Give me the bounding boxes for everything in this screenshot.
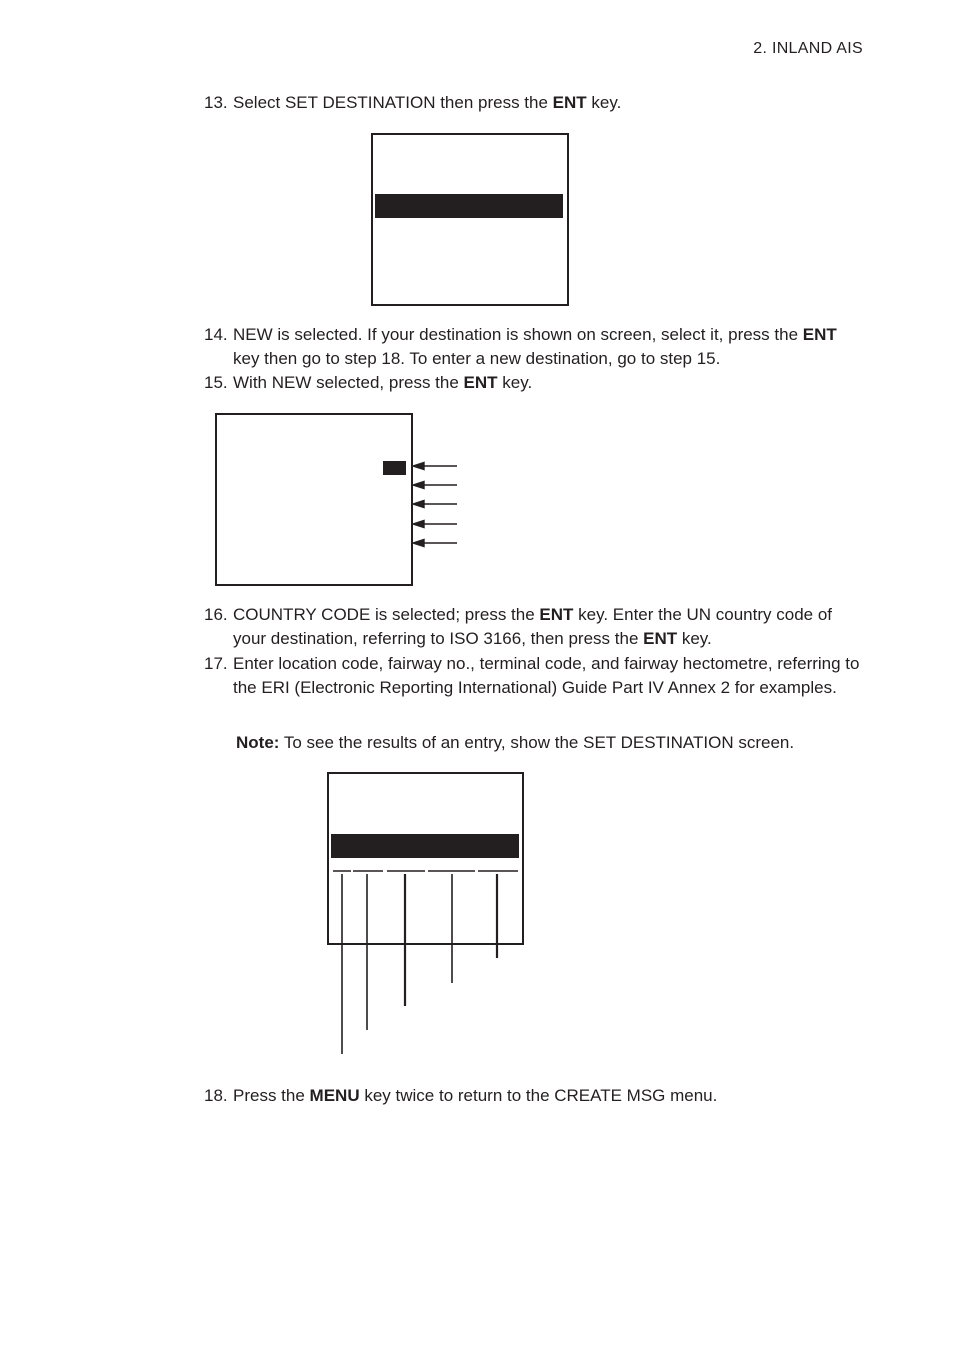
selection-highlight [375, 194, 563, 218]
note-text: To see the results of an entry, show the SET DESTINATION screen. [279, 733, 795, 752]
step-number: 17. [204, 654, 228, 673]
text-run: With NEW selected, press the [233, 373, 464, 392]
step-18 [204, 1084, 864, 1108]
text-run: Enter location code, fairway no., terminal code, and fairway hectometre, referring to the ERI (Electronic Reporting International) Guide Part IV Annex 2 for examples. [233, 654, 860, 697]
step-number: 16. [204, 605, 228, 624]
field-pointer-arrows [410, 458, 462, 550]
step-text [233, 323, 864, 371]
step-16 [204, 603, 864, 651]
key-name: ENT [802, 325, 837, 344]
text-run: NEW is selected. If your destination is shown on screen, select it, press the [233, 325, 803, 344]
text-run: key. Enter the UN country code of your destination, referring to ISO 3166, then press the [233, 605, 833, 648]
lcd-screen-create-msg [371, 133, 569, 306]
text-run: key. [497, 373, 533, 392]
step-text [233, 371, 864, 395]
key-name: ENT [552, 93, 587, 112]
text-run: COUNTRY CODE is selected; press the [233, 605, 540, 624]
step-number: 13. [204, 93, 228, 112]
lcd-screen-destination-entry [215, 413, 413, 586]
step-15 [204, 371, 864, 395]
text-run: key. [586, 93, 622, 112]
step-number: 15. [204, 373, 228, 392]
destination-highlight [331, 834, 519, 858]
step-17 [204, 652, 864, 700]
arrow-head-1 [413, 463, 424, 470]
step-14 [204, 323, 864, 371]
step-text [233, 603, 864, 651]
key-name: ENT [643, 629, 678, 648]
note [236, 731, 876, 755]
arrow-head-4 [413, 521, 424, 528]
step-text [233, 91, 864, 115]
text-run: key. [677, 629, 712, 648]
arrow-head-3 [413, 501, 424, 508]
step-number: 14. [204, 325, 228, 344]
text-run: Press the [233, 1086, 310, 1105]
key-name: ENT [539, 605, 574, 624]
note-label: Note: [236, 733, 280, 752]
step-text [233, 652, 864, 700]
arrow-head-2 [413, 482, 424, 489]
key-name: ENT [463, 373, 498, 392]
step-text [233, 1084, 864, 1108]
text-run: key then go to step 18. To enter a new destination, go to step 15. [233, 349, 721, 368]
cursor-highlight [383, 461, 406, 475]
text-run: key twice to return to the CREATE MSG menu. [359, 1086, 718, 1105]
step-13 [204, 91, 864, 115]
step-number: 18. [204, 1086, 228, 1105]
section-header: 2. INLAND AIS [753, 40, 863, 57]
field-leader-lines [330, 866, 525, 1058]
key-name: MENU [309, 1086, 360, 1105]
text-run: Select SET DESTINATION then press the [233, 93, 553, 112]
arrow-head-5 [413, 540, 424, 547]
